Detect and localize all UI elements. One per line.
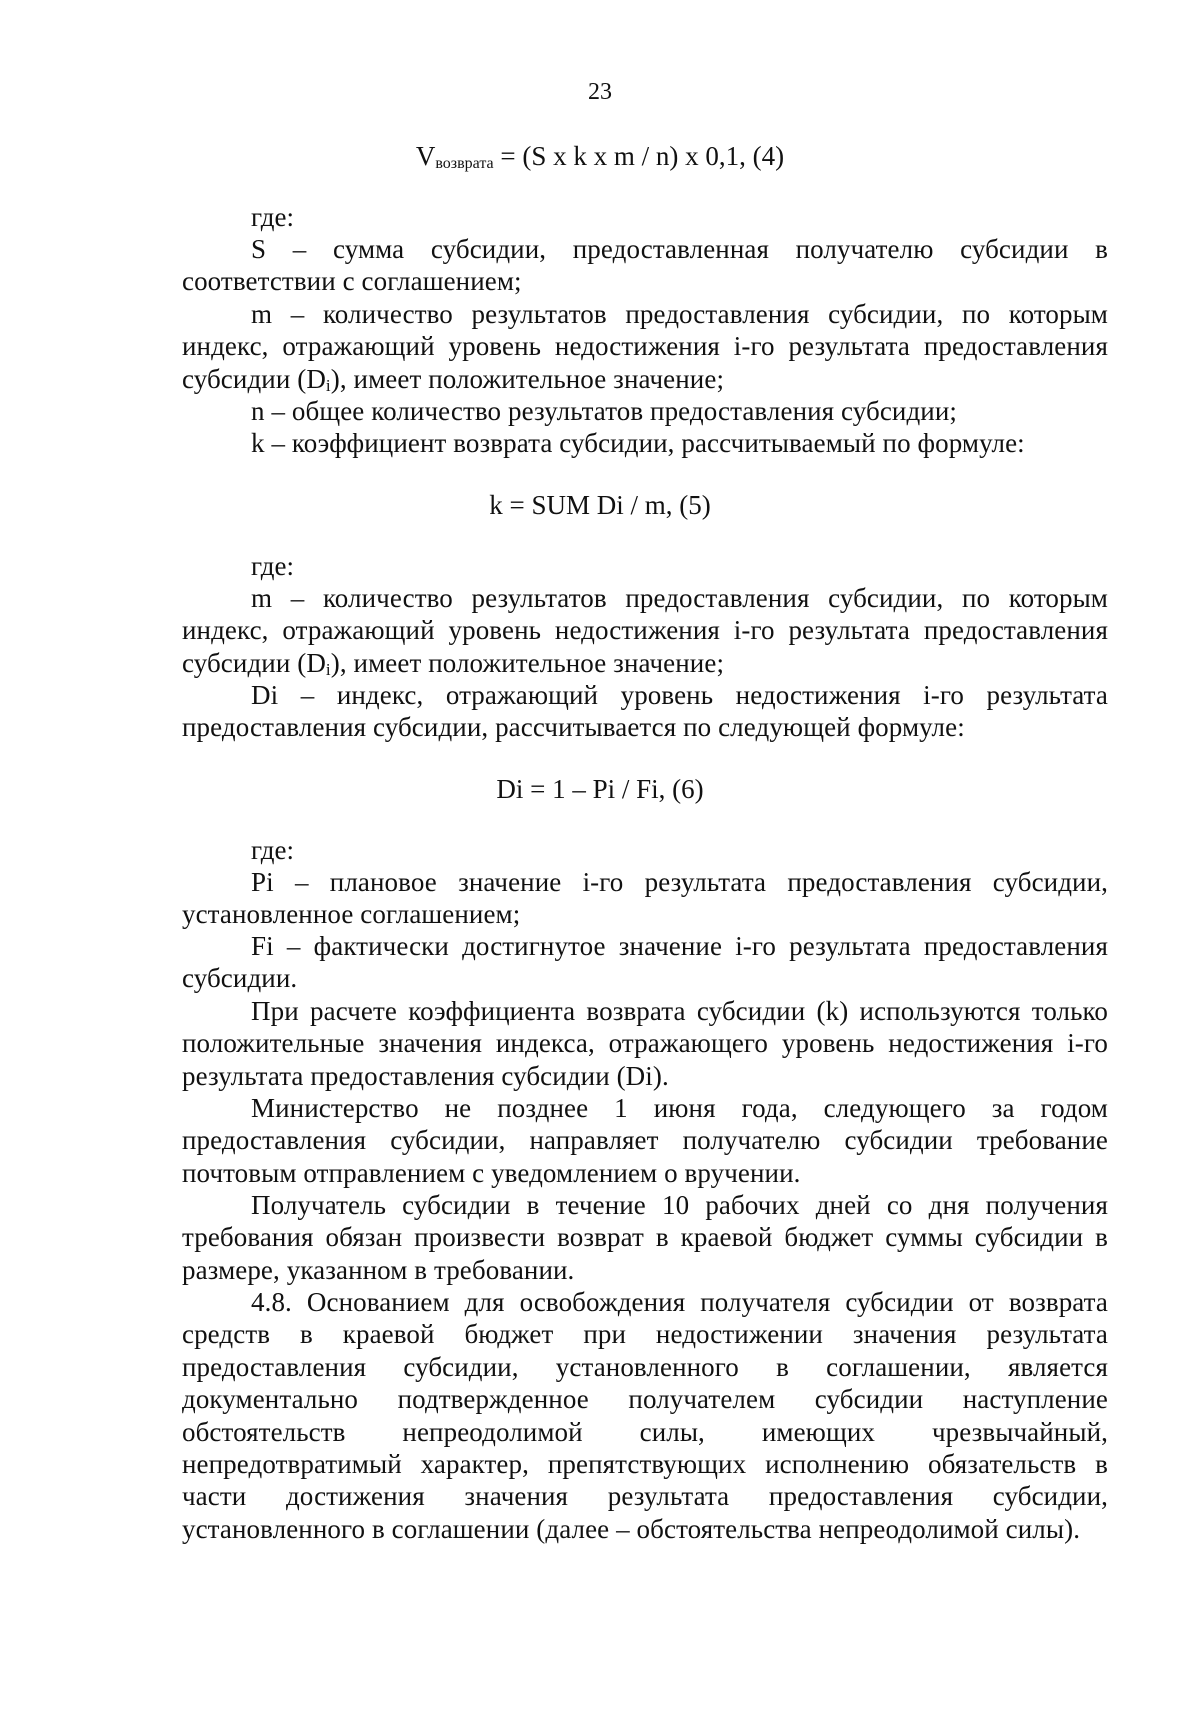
where-label-2: где: (251, 551, 294, 581)
where-label-3: где: (251, 835, 294, 865)
paragraph-ministry: Министерство не позднее 1 июня года, следующего за годом предоставления субсидии, направляет получателю субсидии требование почтовым отправлением с уведомлением о вручении. (182, 1093, 1108, 1188)
definition-di: Di – индекс, отражающий уровень недостижения i-го результата предоставления субсидии, рассчитывается по следующей формуле: (182, 680, 1108, 743)
formula-4-rest: = (S x k x m / n) x 0,1, (4) (493, 141, 785, 171)
definition-k: k – коэффициент возврата субсидии, рассчитываемый по формуле: (251, 428, 1025, 458)
formula-6: Di = 1 – Pi / Fi, (6) (496, 774, 704, 804)
definition-m-2 (182, 582, 1108, 679)
paragraph-recipient: Получатель субсидии в течение 10 рабочих дней со дня получения требования обязан произвести возврат в краевой бюджет суммы субсидии в размере, указанном в требовании. (182, 1190, 1108, 1285)
formula-5: k = SUM Di / m, (5) (489, 490, 711, 520)
definition-fi: Fi – фактически достигнутое значение i-го результата предоставления субсидии. (182, 931, 1108, 994)
definition-n: n – общее количество результатов предоставления субсидии; (251, 396, 958, 426)
paragraph-coefficient: При расчете коэффициента возврата субсидии (k) используются только положительные значения индекса, отражающего уровень недостижения i-го результата предоставления субсидии (Di). (182, 996, 1108, 1091)
page-number: 23 (588, 79, 612, 105)
definition-m-1-text: m – количество результатов предоставления субсидии, по которым индекс, отражающий уровень недостижения i-го результата предоставления субсидии (D (182, 299, 1108, 394)
paragraph-4-8: 4.8. Основанием для освобождения получателя субсидии от возврата средств в краевой бюджет при недостижении значения результата предоставления субсидии, установленного в соглашении, является документально подтвержденное получателем субсидии наступление обстоятельств непреодолимой силы, имеющих чрезвычайный, непредотвратимый характер, препятствующих исполнению обязательств в части достижения значения результата предоставления субсидии, установленного в соглашении (далее – обстоятельства непреодолимой силы). (182, 1287, 1108, 1544)
formula-4-v: V (415, 141, 436, 171)
definition-m-2-subscript: i (325, 659, 331, 679)
definition-m-1-tail: ), имеет положительное значение; (330, 363, 725, 394)
where-label-1: где: (251, 202, 294, 232)
definition-m-1-subscript: i (325, 375, 331, 395)
definition-s: S – сумма субсидии, предоставленная получателю субсидии в соответствии с соглашением; (182, 234, 1108, 297)
definition-m-2-text: m – количество результатов предоставления субсидии, по которым индекс, отражающий уровень недостижения i-го результата предоставления субсидии (D (182, 583, 1108, 678)
definition-pi: Pi – плановое значение i-го результата предоставления субсидии, установленное соглашением; (182, 867, 1108, 930)
formula-4 (0, 140, 1200, 172)
formula-4-subscript: возврата (435, 155, 494, 172)
definition-m-2-tail: ), имеет положительное значение; (330, 647, 725, 678)
definition-m-1 (182, 298, 1108, 395)
